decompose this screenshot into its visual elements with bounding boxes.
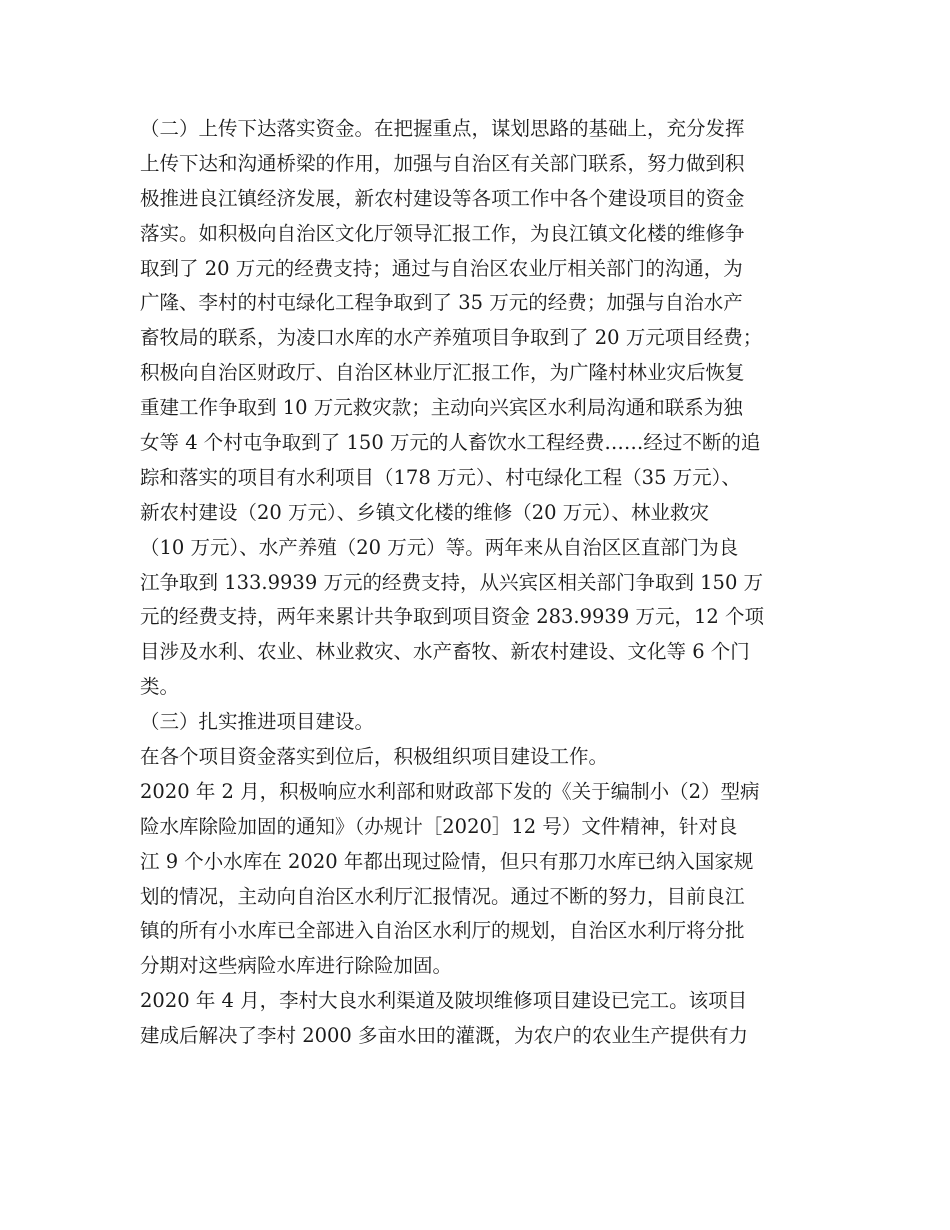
text-line: 2020 年 2 月，积极响应水利部和财政部下发的《关于编制小（2）型病 — [140, 779, 760, 803]
text-line: 江争取到 133.9939 万元的经费支持，从兴宾区相关部门争取到 150 万 — [140, 570, 764, 594]
text-line: 2020 年 4 月，李村大良水利渠道及陂坝维修项目建设已完工。该项目 — [140, 989, 748, 1013]
text-line: 元的经费支持，两年来累计共争取到项目资金 283.9939 万元，12 个项 — [140, 605, 764, 629]
document-body — [140, 112, 830, 1054]
text-line: （10 万元）、水产养殖（20 万元）等。两年来从自治区区直部门为良 — [140, 535, 739, 559]
text-line: 落实。如积极向自治区文化厅领导汇报工作，为良江镇文化楼的维修争 — [140, 221, 745, 245]
text-line: 建成后解决了李村 2000 多亩水田的灌溉，为农户的农业生产提供有力 — [140, 1024, 749, 1048]
text-line: 江 9 个小水库在 2020 年都出现过险情，但只有那刀水库已纳入国家规 — [140, 849, 754, 873]
text-line: 广隆、李村的村屯绿化工程争取到了 35 万元的经费；加强与自治水产 — [140, 291, 743, 315]
text-line: 上传下达和沟通桥梁的作用，加强与自治区有关部门联系，努力做到积 — [140, 151, 745, 175]
text-line: 险水库除险加固的通知》（办规计［2020］12 号）文件精神，针对良 — [140, 814, 738, 838]
text-line: 极推进良江镇经济发展，新农村建设等各项工作中各个建设项目的资金 — [140, 186, 745, 210]
text-line: 类。 — [140, 675, 180, 699]
text-line: 分期对这些病险水库进行除险加固。 — [140, 954, 453, 978]
section-heading: （三）扎实推进项目建设。 — [140, 710, 375, 734]
text-line: 重建工作争取到 10 万元救灾款；主动向兴宾区水利局沟通和联系为独 — [140, 396, 743, 420]
text-line: 女等 4 个村屯争取到了 150 万元的人畜饮水工程经费……经过不断的追 — [140, 431, 761, 455]
text-line: （二）上传下达落实资金。在把握重点，谋划思路的基础上，充分发挥 — [140, 117, 745, 140]
text-line: 划的情况，主动向自治区水利厅汇报情况。通过不断的努力，目前良江 — [140, 884, 745, 908]
text-line: 取到了 20 万元的经费支持；通过与自治区农业厅相关部门的沟通，为 — [140, 256, 743, 280]
text-line: 镇的所有小水库已全部进入自治区水利厅的规划，自治区水利厅将分批 — [140, 919, 745, 943]
text-line: 积极向自治区财政厅、自治区林业厅汇报工作，为广隆村林业灾后恢复 — [140, 361, 745, 385]
text-line: 畜牧局的联系，为凌口水库的水产养殖项目争取到了 20 万元项目经费； — [140, 326, 763, 350]
text-line: 在各个项目资金落实到位后，积极组织项目建设工作。 — [140, 745, 609, 769]
text-line: 踪和落实的项目有水利项目（178 万元）、村屯绿化工程（35 万元）、 — [140, 465, 741, 489]
text-line: 目涉及水利、农业、林业救灾、水产畜牧、新农村建设、文化等 6 个门 — [140, 640, 750, 664]
text-line: 新农村建设（20 万元）、乡镇文化楼的维修（20 万元）、林业救灾 — [140, 500, 710, 524]
